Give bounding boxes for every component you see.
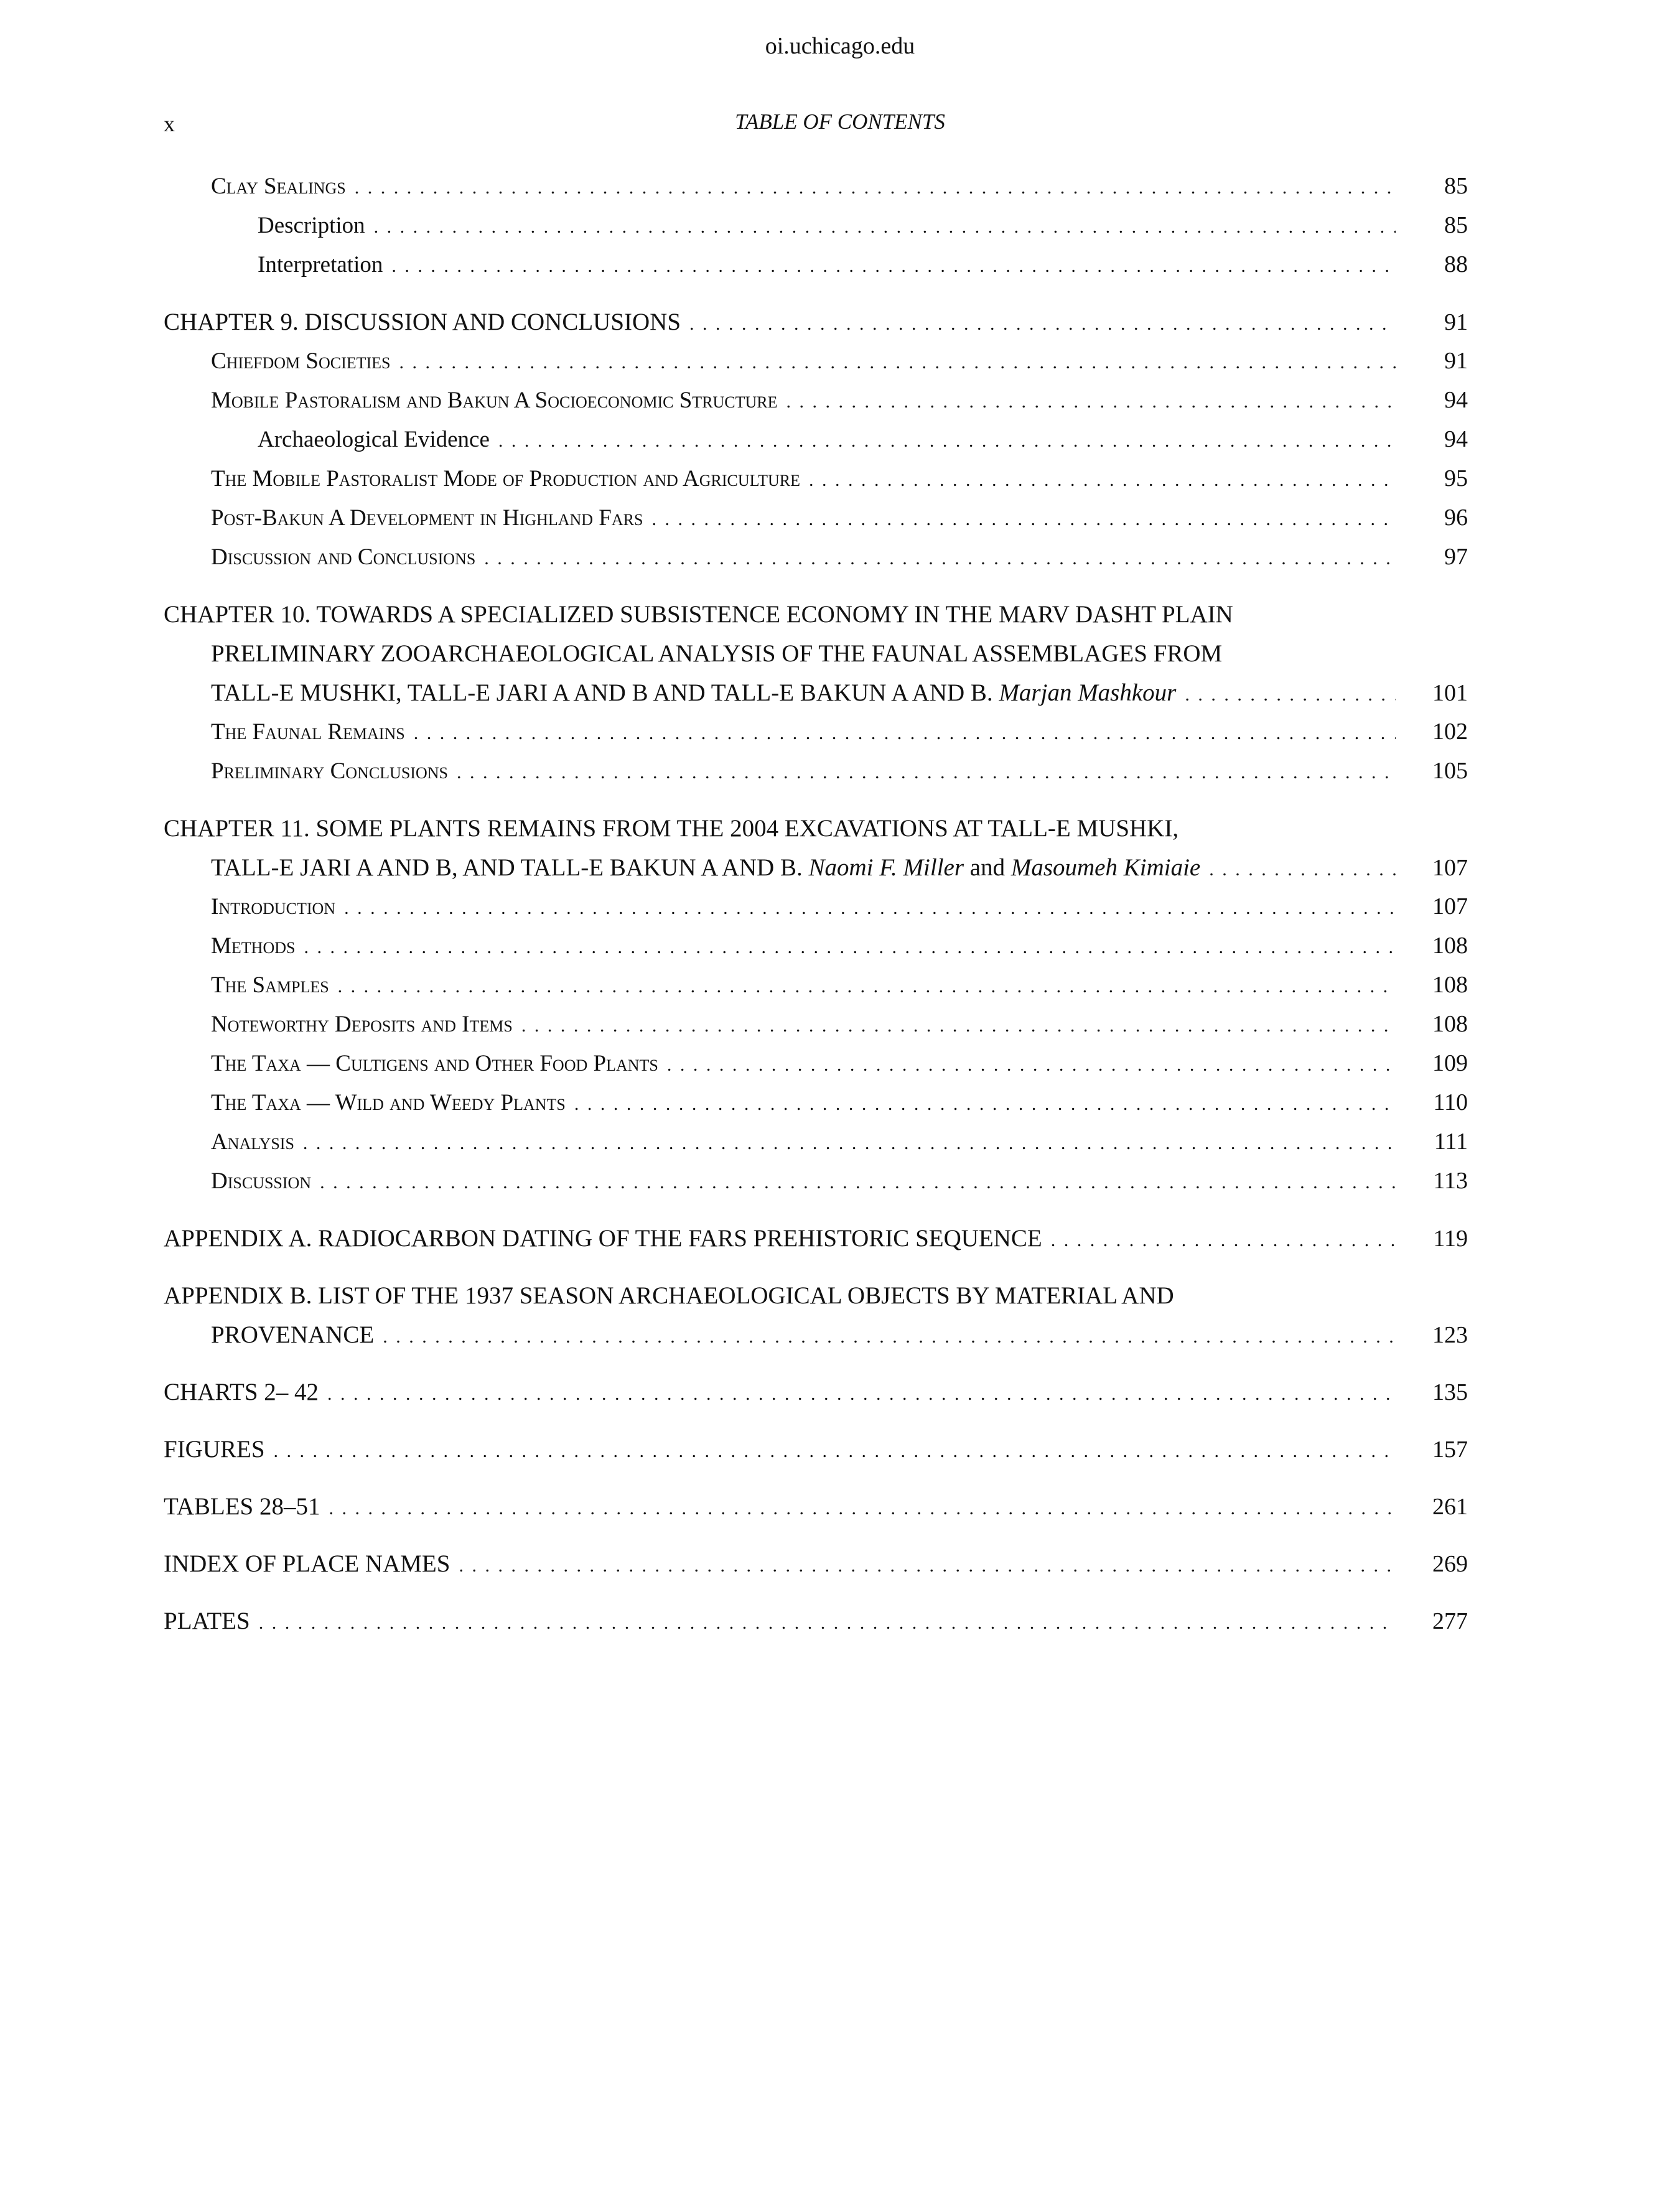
toc-entry-discussion-conclusions[interactable] xyxy=(164,538,1468,577)
toc-entry-clay-sealings[interactable] xyxy=(164,167,1468,206)
toc-page-number: 261 xyxy=(1432,1494,1468,1520)
toc-entry-title: Clay Sealings xyxy=(211,174,346,199)
toc-page-number: 85 xyxy=(1444,212,1468,238)
toc-entry-title: CHAPTER 11. SOME PLANTS REMAINS FROM THE 2004 EXCAVATIONS AT TALL-E MUSHKI, xyxy=(164,815,1179,842)
toc-page-number: 96 xyxy=(1444,505,1468,531)
toc-entry-title-continued: TALL-E JARI A AND B, AND TALL-E BAKUN A AND B. xyxy=(211,854,803,881)
dot-leader xyxy=(355,168,1396,207)
toc-page-number: 108 xyxy=(1432,933,1468,959)
dot-leader xyxy=(327,1374,1396,1413)
toc-entry-figures[interactable] xyxy=(164,1430,1468,1469)
dot-leader xyxy=(303,1124,1396,1163)
dot-leader xyxy=(651,500,1396,539)
dot-leader xyxy=(521,1006,1396,1045)
toc-entry-title: CHAPTER 10. TOWARDS A SPECIALIZED SUBSISTENCE ECONOMY IN THE MARV DASHT PLAIN xyxy=(164,601,1233,628)
toc-page-number: 107 xyxy=(1432,855,1468,881)
toc-entry-title: Discussion xyxy=(211,1168,312,1194)
dot-leader xyxy=(484,539,1396,578)
toc-entry-author: Masoumeh Kimiaie xyxy=(1010,854,1201,881)
toc-entry-title-continued: TALL-E MUSHKI, TALL-E JARI A AND B AND TALL-E BAKUN A AND B. xyxy=(211,679,993,706)
dot-leader xyxy=(338,967,1396,1006)
toc-entry-title: Archaeological Evidence xyxy=(258,427,490,452)
toc-entry-title: APPENDIX B. LIST OF THE 1937 SEASON ARCHAEOLOGICAL OBJECTS BY MATERIAL AND xyxy=(164,1282,1174,1309)
toc-entry-post-bakun[interactable] xyxy=(164,498,1468,538)
toc-entry-title: Description xyxy=(258,213,365,238)
toc-entry-chapter-9[interactable] xyxy=(164,302,1468,342)
dot-leader xyxy=(329,1489,1396,1528)
dot-leader xyxy=(344,888,1396,928)
toc-entry-mode-of-production[interactable] xyxy=(164,459,1468,498)
toc-page-number: 135 xyxy=(1432,1379,1468,1405)
dot-leader xyxy=(1051,1221,1396,1260)
toc-entry-taxa-cultigens[interactable] xyxy=(164,1044,1468,1083)
toc-entry-chapter-10-line2 xyxy=(164,634,1468,673)
toc-entry-chapter-11-line1[interactable] xyxy=(164,809,1468,848)
table-of-contents xyxy=(164,167,1468,1641)
toc-page-number: 97 xyxy=(1444,544,1468,570)
toc-page-number: 123 xyxy=(1432,1322,1468,1348)
toc-entry-title: Interpretation xyxy=(258,252,383,277)
toc-entry-title: PLATES xyxy=(164,1608,250,1634)
toc-entry-preliminary-conclusions[interactable] xyxy=(164,752,1468,791)
toc-entry-appendix-a[interactable] xyxy=(164,1219,1468,1258)
toc-entry-index-place-names[interactable] xyxy=(164,1544,1468,1583)
toc-page-number: 109 xyxy=(1432,1050,1468,1076)
toc-entry-title: The Taxa — Cultigens and Other Food Plants xyxy=(211,1051,658,1076)
toc-entry-taxa-wild[interactable] xyxy=(164,1083,1468,1122)
toc-page-number: 113 xyxy=(1433,1168,1468,1194)
toc-entry-title-continued: PRELIMINARY ZOOARCHAEOLOGICAL ANALYSIS OF THE FAUNAL ASSEMBLAGES FROM xyxy=(211,640,1223,667)
toc-page-number: 110 xyxy=(1433,1089,1468,1115)
dot-leader xyxy=(383,1317,1396,1356)
dot-leader xyxy=(391,246,1396,286)
toc-entry-title: INDEX OF PLACE NAMES xyxy=(164,1550,450,1577)
dot-leader xyxy=(459,1546,1396,1585)
toc-entry-samples[interactable] xyxy=(164,966,1468,1005)
toc-page-number: 157 xyxy=(1432,1436,1468,1463)
dot-leader xyxy=(1209,850,1396,889)
site-watermark: oi.uchicago.edu xyxy=(765,33,915,59)
dot-leader xyxy=(304,928,1396,967)
toc-entry-discussion[interactable] xyxy=(164,1162,1468,1201)
toc-entry-methods[interactable] xyxy=(164,926,1468,966)
toc-entry-faunal-remains[interactable] xyxy=(164,712,1468,752)
toc-page-number: 111 xyxy=(1434,1129,1468,1155)
toc-page-number: 102 xyxy=(1432,719,1468,745)
dot-leader xyxy=(399,343,1396,382)
dot-leader xyxy=(274,1432,1396,1471)
toc-page-number: 95 xyxy=(1444,465,1468,491)
toc-page-number: 94 xyxy=(1444,387,1468,413)
toc-page-number: 101 xyxy=(1432,680,1468,706)
dot-leader xyxy=(374,207,1396,246)
toc-entry-charts[interactable] xyxy=(164,1372,1468,1412)
toc-page-number: 269 xyxy=(1432,1551,1468,1577)
toc-entry-title: The Taxa — Wild and Weedy Plants xyxy=(211,1090,566,1115)
toc-entry-title-continued: PROVENANCE xyxy=(211,1321,375,1348)
toc-entry-title: Chiefdom Societies xyxy=(211,348,391,374)
toc-entry-noteworthy-deposits[interactable] xyxy=(164,1005,1468,1044)
toc-entry-plates[interactable] xyxy=(164,1601,1468,1641)
toc-page-number: 105 xyxy=(1432,758,1468,784)
toc-entry-title: Discussion and Conclusions xyxy=(211,544,476,570)
toc-entry-archaeological-evidence[interactable] xyxy=(164,420,1468,459)
dot-leader xyxy=(809,460,1396,500)
toc-entry-title: Introduction xyxy=(211,894,336,920)
toc-entry-chapter-10-line3[interactable] xyxy=(164,673,1468,712)
page-number-folio: x xyxy=(164,111,175,136)
toc-page-number: 108 xyxy=(1432,972,1468,998)
toc-entry-appendix-b-line2[interactable] xyxy=(164,1315,1468,1354)
toc-page-number: 277 xyxy=(1432,1608,1468,1634)
toc-page-number: 119 xyxy=(1433,1226,1468,1252)
dot-leader xyxy=(667,1045,1396,1084)
toc-page-number: 108 xyxy=(1432,1011,1468,1037)
toc-entry-chapter-10-line1[interactable] xyxy=(164,595,1468,634)
toc-entry-title: Preliminary Conclusions xyxy=(211,758,448,784)
toc-page-number: 85 xyxy=(1444,173,1468,199)
toc-entry-chapter-11-line2[interactable] xyxy=(164,848,1468,887)
toc-page-number: 107 xyxy=(1432,893,1468,920)
toc-entry-appendix-b-line1[interactable] xyxy=(164,1276,1468,1315)
toc-page-number: 91 xyxy=(1444,309,1468,335)
dot-leader xyxy=(786,382,1396,421)
toc-entry-tables[interactable] xyxy=(164,1487,1468,1526)
toc-entry-title: Methods xyxy=(211,933,296,959)
toc-entry-title: The Mobile Pastoralist Mode of Production and Agriculture xyxy=(211,466,800,491)
toc-entry-description[interactable] xyxy=(164,206,1468,245)
toc-entry-title: FIGURES xyxy=(164,1436,265,1463)
dot-leader xyxy=(259,1603,1396,1642)
dot-leader xyxy=(574,1084,1396,1124)
toc-entry-introduction[interactable] xyxy=(164,887,1468,926)
toc-entry-mobile-pastoralism[interactable] xyxy=(164,381,1468,420)
toc-entry-title: The Samples xyxy=(211,972,329,998)
toc-entry-interpretation[interactable] xyxy=(164,245,1468,284)
toc-entry-title: Mobile Pastoralism and Bakun A Socioeconomic Structure xyxy=(211,388,778,413)
toc-entry-author: Naomi F. Miller xyxy=(808,854,964,881)
toc-entry-title: CHARTS 2– 42 xyxy=(164,1379,319,1405)
toc-entry-title: Analysis xyxy=(211,1129,294,1155)
toc-page-number: 91 xyxy=(1444,348,1468,374)
dot-leader xyxy=(320,1163,1396,1202)
toc-page-number: 88 xyxy=(1444,251,1468,277)
toc-entry-title: Noteworthy Deposits and Items xyxy=(211,1012,513,1037)
dot-leader xyxy=(1185,675,1396,714)
dot-leader xyxy=(498,421,1396,460)
dot-leader xyxy=(457,753,1396,792)
toc-entry-title: CHAPTER 9. DISCUSSION AND CONCLUSIONS xyxy=(164,309,681,335)
running-title: TABLE OF CONTENTS xyxy=(735,109,945,134)
toc-entry-chiefdom-societies[interactable] xyxy=(164,342,1468,381)
dot-leader xyxy=(414,714,1396,753)
toc-entry-conjunction: and xyxy=(969,854,1006,881)
toc-entry-analysis[interactable] xyxy=(164,1122,1468,1162)
toc-entry-title: APPENDIX A. RADIOCARBON DATING OF THE FARS PREHISTORIC SEQUENCE xyxy=(164,1225,1042,1252)
toc-entry-author: Marjan Mashkour xyxy=(999,679,1177,706)
toc-page-number: 94 xyxy=(1444,426,1468,452)
dot-leader xyxy=(689,304,1396,343)
toc-entry-title: The Faunal Remains xyxy=(211,719,405,745)
toc-entry-title: TABLES 28–51 xyxy=(164,1493,320,1520)
toc-entry-title: Post-Bakun A Development in Highland Fars xyxy=(211,505,643,531)
